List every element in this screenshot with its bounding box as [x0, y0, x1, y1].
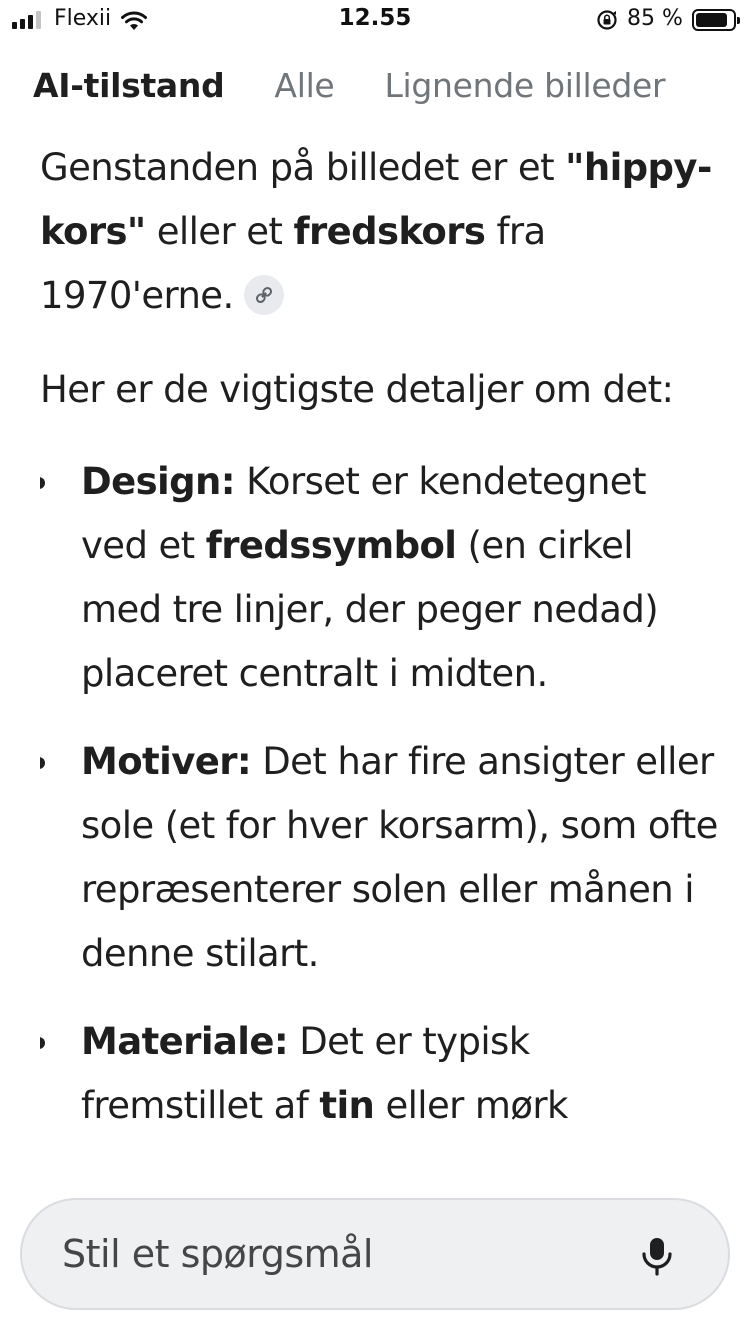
list-item-design: Design: Korset er kendetegnet ved et fredssymbol (en cirkel med tre linjer, der peger nedad) placeret centralt i midten.: [40, 450, 720, 706]
link-icon: [254, 285, 274, 305]
tab-ai-mode[interactable]: AI-tilstand: [33, 66, 225, 105]
ask-input[interactable]: [60, 1226, 620, 1282]
answer-intro: Genstanden på billedet er et "hippy-kors" eller et fredskors fra 1970'erne.: [40, 146, 712, 317]
status-bar: [0, 0, 750, 40]
list-item-materiale: Materiale: Det er typisk fremstillet af tin eller mørk: [40, 1010, 720, 1138]
bullet-icon: [40, 1037, 45, 1049]
source-link-button[interactable]: [244, 275, 284, 315]
battery-percentage: 85 %: [627, 6, 683, 31]
bullet-icon: [40, 757, 45, 769]
answer-lead: Her er de vigtigste detaljer om det:: [40, 368, 674, 411]
bullet-icon: [40, 477, 45, 489]
carrier-name: Flexii: [54, 6, 112, 31]
search-mode-tabs: [33, 66, 665, 105]
highlight-hippy-kors: "hippy-kors": [40, 146, 712, 253]
rotation-lock-icon: [596, 9, 618, 31]
detail-list: [40, 450, 720, 1138]
content-fade: [0, 1138, 750, 1188]
list-item-motiver: Motiver: Det har fire ansigter eller sole (et for hver korsarm), som ofte repræsenterer solen eller månen i denne stilart.: [40, 730, 720, 986]
clock: 12.55: [338, 5, 412, 31]
microphone-icon[interactable]: [639, 1236, 675, 1276]
ask-bar: [20, 1198, 730, 1310]
ai-answer: [40, 136, 720, 1176]
tab-similar-images[interactable]: Lignende billeder: [384, 66, 666, 105]
battery-icon: [692, 9, 736, 31]
tab-all[interactable]: Alle: [274, 66, 335, 105]
highlight-fredskors: fredskors: [293, 210, 486, 253]
